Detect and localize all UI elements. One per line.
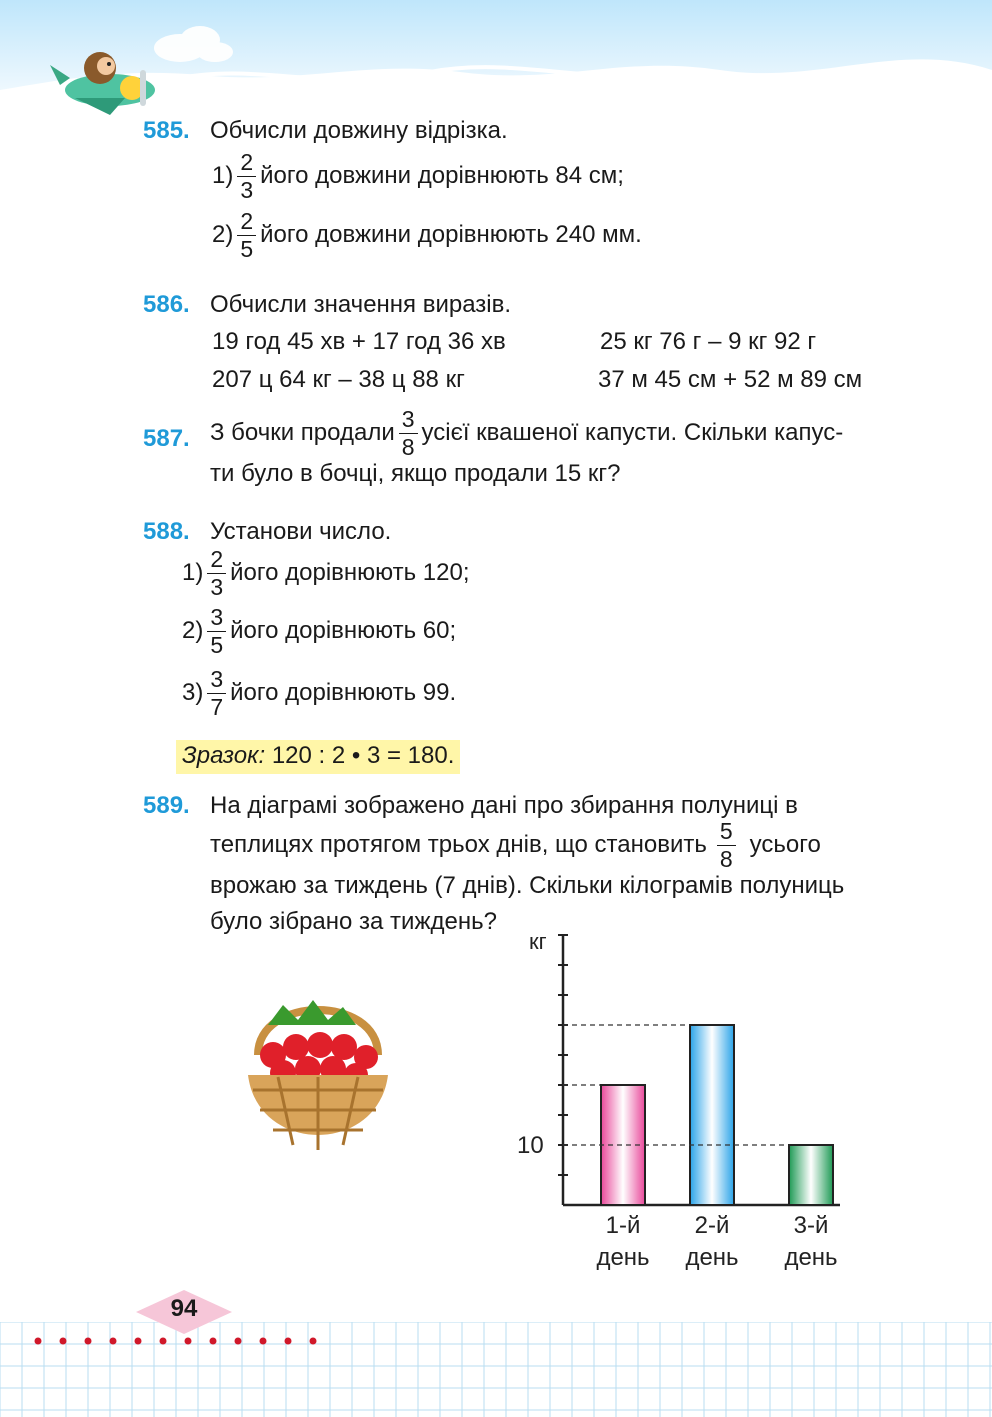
task-587-line-1 bbox=[210, 408, 843, 459]
bar-chart bbox=[500, 925, 860, 1275]
footer-dot bbox=[310, 1338, 317, 1345]
fraction bbox=[237, 210, 256, 261]
footer-dot bbox=[110, 1338, 117, 1345]
fraction-numerator: 2 bbox=[210, 546, 224, 572]
item-label: 3) bbox=[182, 678, 204, 706]
strawberry-basket-icon bbox=[238, 985, 398, 1155]
item-text: його довжини дорівнюють 240 мм. bbox=[260, 220, 642, 248]
item-text: його дорівнюють 99. bbox=[230, 678, 457, 706]
text-before: З бочки продали bbox=[210, 418, 395, 446]
item-label: 1) bbox=[212, 161, 234, 189]
bar-day-2 bbox=[690, 1025, 734, 1205]
x-tick-label: 2-й bbox=[694, 1212, 730, 1239]
task-586-text: Обчисли значення виразів. bbox=[210, 291, 512, 318]
fraction-numerator: 3 bbox=[210, 604, 224, 630]
fraction bbox=[717, 820, 736, 871]
fraction-denominator: 7 bbox=[207, 693, 226, 719]
page-number: 94 bbox=[170, 1295, 198, 1322]
task-588-item-2 bbox=[182, 606, 456, 657]
footer-dot bbox=[235, 1338, 242, 1345]
footer-dots bbox=[30, 1336, 330, 1346]
fraction-denominator: 8 bbox=[399, 433, 418, 459]
text-after: усього bbox=[749, 830, 821, 858]
footer-dot bbox=[135, 1338, 142, 1345]
footer-dot bbox=[85, 1338, 92, 1345]
x-tick-label-line2: день bbox=[784, 1244, 838, 1271]
task-589-line-3: врожаю за тиждень (7 днів). Скільки кілограмів полуниць bbox=[210, 872, 845, 899]
x-tick-label-line2: день bbox=[596, 1244, 650, 1271]
footer-dot bbox=[260, 1338, 267, 1345]
y-tick-label: 10 bbox=[517, 1132, 544, 1159]
task-588-text: Установи число. bbox=[210, 518, 392, 545]
fraction bbox=[237, 151, 256, 202]
footer-dot bbox=[210, 1338, 217, 1345]
fraction-numerator: 3 bbox=[401, 406, 415, 432]
fraction-numerator: 3 bbox=[210, 666, 224, 692]
y-axis-label: кг bbox=[529, 929, 547, 954]
task-587-line-2: ти було в бочці, якщо продали 15 кг? bbox=[210, 460, 621, 487]
text-before: теплицях протягом трьох днів, що становить bbox=[210, 830, 707, 858]
x-tick-label: 3-й bbox=[793, 1212, 829, 1239]
footer-dot bbox=[185, 1338, 192, 1345]
task-585-text: Обчисли довжину відрізка. bbox=[210, 117, 508, 144]
task-588-number: 588. bbox=[143, 518, 190, 545]
footer-dot bbox=[60, 1338, 67, 1345]
task-589-number: 589. bbox=[143, 792, 190, 819]
task-588-item-3 bbox=[182, 668, 456, 719]
task-585-item-2 bbox=[212, 210, 642, 261]
fraction bbox=[207, 548, 226, 599]
fraction-numerator: 2 bbox=[240, 149, 254, 175]
footer-dot bbox=[160, 1338, 167, 1345]
footer-dot bbox=[285, 1338, 292, 1345]
task-586-expr-1: 19 год 45 хв + 17 год 36 хв bbox=[212, 328, 506, 355]
sample-label: Зразок: bbox=[182, 742, 266, 769]
item-label: 2) bbox=[212, 220, 234, 248]
fraction-numerator: 5 bbox=[719, 818, 733, 844]
bar-day-3 bbox=[789, 1145, 833, 1205]
task-589-line-2 bbox=[210, 820, 821, 871]
task-589-line-4: було зібрано за тиждень? bbox=[210, 908, 497, 935]
airplane-hedgehog-icon bbox=[40, 30, 170, 120]
fraction-denominator: 5 bbox=[207, 631, 226, 657]
fraction-denominator: 3 bbox=[237, 176, 256, 202]
fraction-denominator: 5 bbox=[237, 235, 256, 261]
task-589-line-1: На діаграмі зображено дані про збирання полуниці в bbox=[210, 792, 798, 819]
text-after: усієї квашеної капусти. Скільки капус- bbox=[421, 418, 844, 446]
item-text: його дорівнюють 120; bbox=[230, 558, 470, 586]
item-label: 2) bbox=[182, 616, 204, 644]
footer-dot bbox=[35, 1338, 42, 1345]
fraction bbox=[399, 408, 418, 459]
task-587-number: 587. bbox=[143, 425, 190, 452]
fraction-denominator: 8 bbox=[717, 845, 736, 871]
item-text: його довжини дорівнюють 84 см; bbox=[260, 161, 624, 189]
item-text: його дорівнюють 60; bbox=[230, 616, 457, 644]
task-585-number: 585. bbox=[143, 117, 190, 144]
fraction bbox=[207, 606, 226, 657]
x-tick-label-line2: день bbox=[685, 1244, 739, 1271]
task-586-expr-3: 207 ц 64 кг – 38 ц 88 кг bbox=[212, 366, 465, 393]
task-588-item-1 bbox=[182, 548, 470, 599]
item-label: 1) bbox=[182, 558, 204, 586]
task-586-expr-4: 37 м 45 см + 52 м 89 см bbox=[598, 366, 863, 393]
sample-text: 120 : 2 • 3 = 180. bbox=[271, 742, 455, 769]
fraction bbox=[207, 668, 226, 719]
fraction-denominator: 3 bbox=[207, 573, 226, 599]
task-586-number: 586. bbox=[143, 291, 190, 318]
sample-solution bbox=[176, 740, 460, 774]
fraction-numerator: 2 bbox=[240, 208, 254, 234]
task-585-item-1 bbox=[212, 151, 624, 202]
task-586-expr-2: 25 кг 76 г – 9 кг 92 г bbox=[600, 328, 817, 355]
x-tick-label: 1-й bbox=[605, 1212, 641, 1239]
